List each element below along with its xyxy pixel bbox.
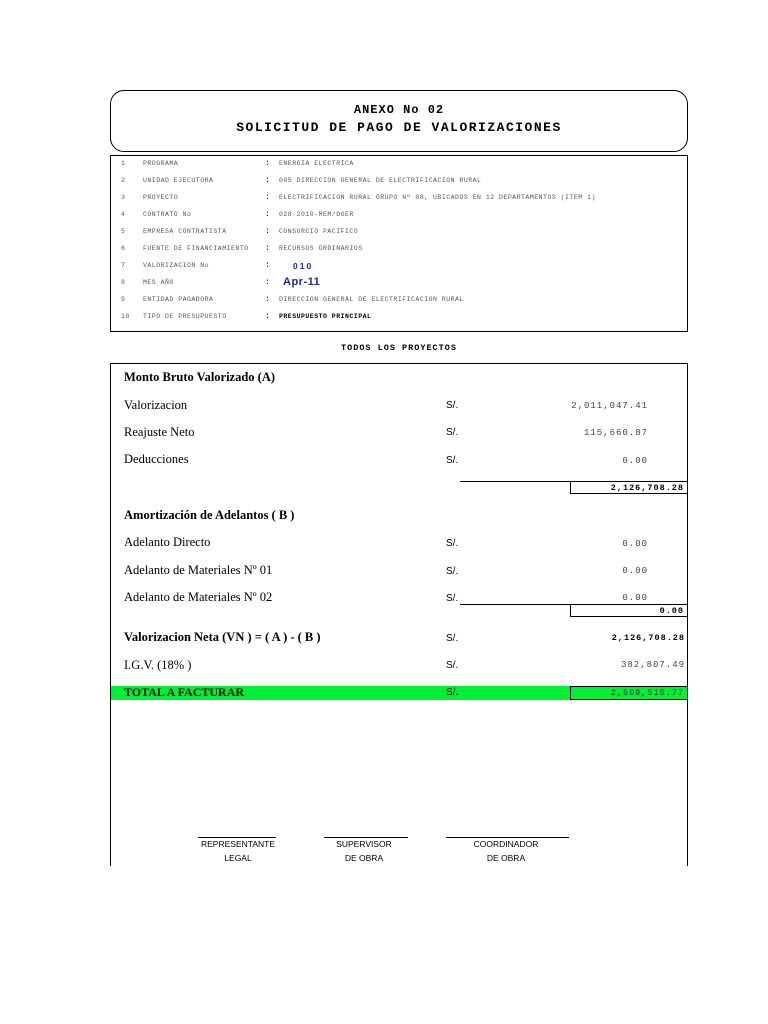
row-colon: : [265,295,271,304]
row-value: 028-2010-MEM/DGER [279,211,354,218]
row-number: 2 [121,177,126,184]
igv-label: I.G.V. (18% ) [124,658,192,672]
info-row-valorizacion [111,262,689,279]
gross-heading: Monto Bruto Valorizado (A) [124,370,276,384]
row-label: TIPO DE PRESUPUESTO [143,313,227,320]
signature-line-representante [198,837,276,838]
currency-label: S/. [446,566,459,577]
row-value: DIRECCION GENERAL DE ELECTRIFICACION RURAL [279,296,464,303]
total-label: TOTAL A FACTURAR [124,685,245,699]
gross-item-label: Deducciones [124,452,189,466]
gross-item-amount: 115,660.87 [583,428,648,438]
row-number: 3 [121,194,126,201]
row-label: MES AÑO [143,279,174,286]
gross-item-label: Valorizacion [124,398,188,412]
row-label: ENTIDAD PAGADORA [143,296,214,303]
signature-coordinador-line1: COORDINADOR [473,839,539,849]
row-colon: : [265,278,271,287]
info-row-empresa [111,228,689,245]
row-value: 005 DIRECCION GENERAL DE ELECTRIFICACION RURAL [279,177,482,184]
row-label: PROYECTO [143,194,179,201]
advances-subtotal: 0.00 [570,604,688,617]
signature-coordinador-line2: DE OBRA [486,853,526,863]
gross-item-amount: 2,011,047.41 [571,401,648,411]
row-value: RECURSOS ORDINARIOS [279,245,363,252]
signature-supervisor-line2: DE OBRA [344,853,384,863]
row-number: 5 [121,228,126,235]
info-row-mes-ano [111,276,689,296]
currency-label: S/. [446,593,459,604]
section-title: TODOS LOS PROYECTOS [341,343,457,353]
row-number: 10 [121,313,130,320]
advance-item-amount: 0.00 [622,593,648,603]
row-number: 9 [121,296,126,303]
info-row-entidad [111,296,689,313]
row-value: ENERGIA ELECTRICA [279,160,354,167]
valorizacion-number: 010 [293,261,314,271]
signature-line-coordinador [446,837,569,838]
row-value: ELECTRIFICACION RURAL GRUPO Nº 08, UBICADOS EN 12 DEPARTAMENTOS (ITEM 1) [279,194,596,201]
gross-subtotal: 2,126,708.28 [570,481,688,494]
row-label: PROGRAMA [143,160,179,167]
row-label: EMPRESA CONTRATISTA [143,228,227,235]
currency-label: S/. [446,660,459,671]
row-colon: : [265,227,271,236]
row-label: VALORIZACION No [143,262,210,269]
row-colon: : [265,312,271,321]
total-amount: 2,509,515.77 [570,686,688,700]
row-number: 7 [121,262,126,269]
gross-item-label: Reajuste Neto [124,425,195,439]
info-row-tipo-presupuesto [111,313,689,330]
currency-label: S/. [446,538,459,549]
net-amount: 2,126,708.28 [611,633,685,643]
row-value: PRESUPUESTO PRINCIPAL [279,313,372,320]
gross-item-amount: 0.00 [622,456,648,466]
info-row-programa [111,160,689,177]
document-title: SOLICITUD DE PAGO DE VALORIZACIONES [236,120,562,135]
advance-item-amount: 0.00 [622,566,648,576]
signature-line-supervisor [324,837,408,838]
advance-item-amount: 0.00 [622,539,648,549]
info-row-unidad-ejecutora [111,177,689,194]
igv-amount: 382,807.49 [620,660,685,670]
info-row-fuente [111,245,689,262]
currency-label: S/. [446,687,459,698]
row-colon: : [265,261,271,270]
row-colon: : [265,176,271,185]
row-label: FUENTE DE FINANCIAMIENTO [143,245,249,252]
advance-item-label: Adelanto de Materiales Nº 01 [124,563,273,577]
month-year: Apr-11 [283,276,321,288]
info-row-contrato [111,211,689,228]
currency-label: S/. [446,455,459,466]
row-label: CONTRATO No [143,211,192,218]
net-label: Valorizacion Neta (VN ) = ( A ) - ( B ) [124,630,321,644]
currency-label: S/. [446,427,459,438]
advance-item-label: Adelanto de Materiales Nº 02 [124,590,273,604]
currency-label: S/. [446,400,459,411]
row-number: 6 [121,245,126,252]
row-colon: : [265,244,271,253]
annex-number: ANEXO No 02 [353,103,445,117]
signature-representante-line1: REPRESENTANTE [201,839,275,849]
signature-representante-line2: LEGAL [224,853,252,863]
info-row-proyecto [111,194,689,211]
signature-supervisor-line1: SUPERVISOR [336,839,392,849]
row-colon: : [265,193,271,202]
advance-item-label: Adelanto Directo [124,535,211,549]
row-number: 8 [121,279,126,286]
advances-heading: Amortización de Adelantos ( B ) [124,508,295,522]
info-table [110,155,688,332]
row-value: CONSORCIO PACIFICO [279,228,359,235]
row-colon: : [265,210,271,219]
row-label: UNIDAD EJECUTORA [143,177,214,184]
currency-label: S/. [446,633,459,644]
row-number: 4 [121,211,126,218]
row-number: 1 [121,160,126,167]
row-colon: : [265,159,271,168]
